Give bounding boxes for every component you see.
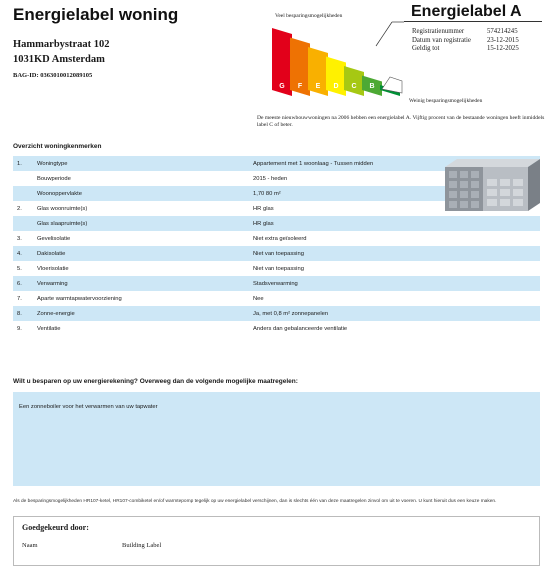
scale-top-caption: Veel besparingsmogelijkheden: [275, 13, 343, 19]
row-value: 2015 - heden: [253, 175, 288, 182]
measures-box: [13, 392, 540, 486]
footnote: Als de besparingsmogelijkheden HR107-ketel, HR107-combiketel en/of warmtepomp tegelijk op uw energielabel verschijnen, dan is slechts één van deze maatregelen zinvol om uit te voeren. U kunt hieruit dus een keuze maken.: [13, 499, 497, 504]
row-name: Glas woonruimte(s): [37, 205, 88, 212]
house-window: [500, 189, 510, 196]
table-row: [13, 276, 540, 291]
row-value: HR glas: [253, 220, 274, 227]
energy-bar-letter: B: [369, 83, 375, 90]
table-row: [13, 306, 540, 321]
row-name: Aparte warmtapwatervoorziening: [37, 295, 122, 302]
savings-question: Wilt u besparen op uw energierekening? Overweeg dan de volgende mogelijke maatregelen:: [13, 378, 298, 385]
house-window: [460, 201, 468, 208]
scale-bottom-caption: Weinig besparingsmogelijkheden: [409, 98, 483, 104]
table-row: [13, 246, 540, 261]
row-value: Stadsverwarming: [253, 280, 298, 287]
label-divider: [404, 21, 542, 22]
row-value: HR glas: [253, 205, 274, 212]
house-icon: [445, 159, 540, 211]
approved-name-value: Building Label: [122, 542, 162, 549]
house-window: [449, 181, 457, 188]
callout-line: [376, 22, 392, 46]
row-number: 9.: [17, 325, 22, 332]
table-row: [13, 261, 540, 276]
registration-value: 23-12-2015: [487, 36, 519, 44]
table-row: [13, 291, 540, 306]
approved-name-label: Naam: [22, 542, 38, 549]
row-name: Vloerisolatie: [37, 265, 69, 272]
registration-row: [412, 45, 547, 54]
row-value: Ja, met 0,8 m² zonnepanelen: [253, 310, 329, 317]
registration-key: Geldig tot: [412, 45, 440, 52]
intro-text: De meeste nieuwbouwwoningen na 2006 hebben een energielabel A. Vijftig procent van de bestaande woningen heeft inmiddels label C of beter.: [257, 115, 545, 128]
registration-row: [412, 37, 547, 46]
table-row: [13, 231, 540, 246]
row-name: Ventilatie: [37, 325, 61, 332]
row-value: Niet extra geïsoleerd: [253, 235, 307, 242]
house-window: [471, 181, 479, 188]
row-number: 2.: [17, 205, 22, 212]
row-value: Niet van toepassing: [253, 250, 304, 257]
house-window: [449, 201, 457, 208]
energy-bar-letter: G: [279, 83, 285, 90]
row-number: 3.: [17, 235, 22, 242]
approved-box: [13, 516, 540, 566]
energy-bar-letter: C: [351, 83, 357, 90]
registration-value: 15-12-2025: [487, 45, 519, 52]
row-name: Zonne-energie: [37, 310, 75, 317]
row-name: Woonoppervlakte: [37, 190, 83, 197]
features-heading: Overzicht woningkenmerken: [13, 143, 102, 150]
house-window: [487, 189, 497, 196]
row-number: 5.: [17, 265, 22, 272]
house-window: [471, 201, 479, 208]
row-name: Bouwperiode: [37, 175, 71, 182]
energy-bar-letter: E: [315, 83, 321, 90]
registration-table: [412, 28, 547, 54]
bag-id: BAG-ID: 0363010012089105: [13, 72, 93, 79]
row-number: 1.: [17, 160, 22, 167]
row-number: 8.: [17, 310, 22, 317]
house-window: [449, 171, 457, 178]
row-value: Anders dan gebalanceerde ventilatie: [253, 325, 348, 332]
registration-key: Datum van registratie: [412, 36, 471, 44]
house-window: [513, 199, 523, 206]
address-street: Hammarbystraat 102: [13, 39, 110, 50]
house-window: [460, 191, 468, 198]
row-name: Glas slaapruimte(s): [37, 220, 88, 227]
house-window: [500, 199, 510, 206]
house-window: [460, 181, 468, 188]
energy-label-title: Energielabel A: [411, 3, 522, 20]
approved-heading: Goedgekeurd door:: [22, 523, 89, 532]
house-window: [487, 179, 497, 186]
address-city: 1031KD Amsterdam: [13, 54, 105, 65]
row-value: Niet van toepassing: [253, 265, 304, 272]
energy-bar-letter: D: [333, 83, 339, 90]
house-window: [513, 189, 523, 196]
row-number: 7.: [17, 295, 22, 302]
energy-bar-d: [326, 57, 346, 97]
row-value: Appartement met 1 woonlaag - Tussen midden: [253, 160, 374, 167]
house-roof: [445, 159, 540, 167]
energy-bars: [272, 28, 402, 96]
house-window: [460, 171, 468, 178]
row-name: Dakisolatie: [37, 250, 66, 257]
row-name: Woningtype: [37, 160, 68, 167]
house-end: [528, 159, 540, 211]
measure-item: Een zonneboiler voor het verwarmen van uw tapwater: [19, 404, 158, 410]
house-window: [513, 179, 523, 186]
page-title: Energielabel woning: [13, 5, 179, 24]
energy-bar-c: [344, 66, 364, 96]
registration-row: [412, 28, 547, 37]
house-window: [471, 171, 479, 178]
registration-key: Registratienummer: [412, 28, 465, 35]
house-window: [487, 199, 497, 206]
table-row: [13, 321, 540, 336]
house-window: [471, 191, 479, 198]
house-window: [449, 191, 457, 198]
row-name: Gevelisolatie: [37, 235, 71, 242]
front-windows: [487, 179, 523, 206]
row-value: 1,70 80 m²: [253, 190, 281, 197]
registration-value: 574214245: [487, 28, 518, 35]
energy-bar-letter: F: [297, 83, 303, 90]
row-value: Nee: [253, 295, 264, 302]
row-number: 6.: [17, 280, 22, 287]
table-row: [13, 216, 540, 231]
row-number: 4.: [17, 250, 22, 257]
house-window: [500, 179, 510, 186]
row-name: Verwarming: [37, 280, 68, 287]
